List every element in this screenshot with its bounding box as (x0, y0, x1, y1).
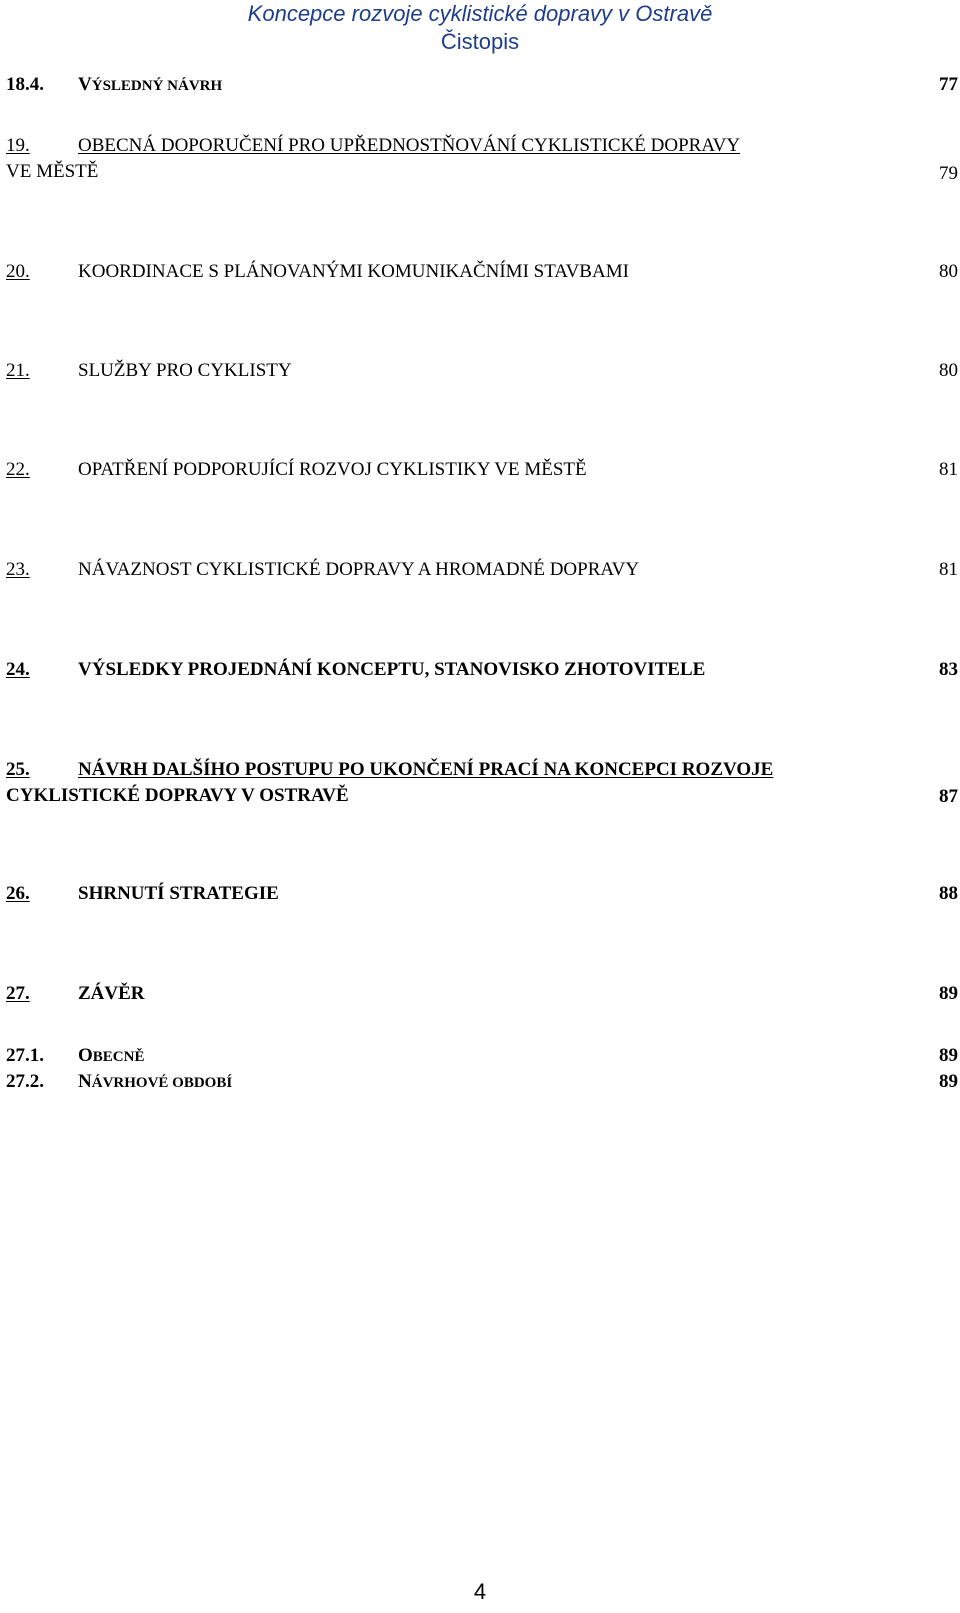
toc-number: 20. (6, 261, 30, 282)
toc-page: 81 (939, 459, 958, 480)
toc-title: NÁVAZNOST CYKLISTICKÉ DOPRAVY A HROMADNÉ DOPRAVY (78, 559, 640, 580)
toc-page: 89 (939, 1045, 958, 1066)
toc-title: OPATŘENÍ PODPORUJÍCÍ ROZVOJ CYKLISTIKY VE MĚSTĚ (78, 459, 587, 480)
toc-number: 21. (6, 360, 30, 381)
toc-entry-24[interactable] (6, 657, 958, 685)
toc-entry-27-1[interactable] (6, 1043, 958, 1069)
toc-title: NÁVRHOVÉ OBDOBÍ (78, 1071, 233, 1092)
toc-number: 27.2. (6, 1071, 44, 1092)
toc-number: 25. (6, 759, 30, 780)
toc-entry-23[interactable] (6, 557, 958, 585)
toc-page: 77 (939, 74, 958, 95)
toc-page: 89 (939, 983, 958, 1004)
toc-page: 83 (939, 659, 958, 680)
toc-entry-21[interactable] (6, 358, 958, 386)
toc-number: 27.1. (6, 1045, 44, 1066)
toc-number: 22. (6, 459, 30, 480)
toc-number: 24. (6, 659, 30, 680)
toc-title-continued: VE MĚSTĚ (6, 161, 99, 182)
toc-page: 80 (939, 261, 958, 282)
toc-title: KOORDINACE S PLÁNOVANÝMI KOMUNIKAČNÍMI STAVBAMI (78, 261, 629, 282)
toc-title: VÝSLEDKY PROJEDNÁNÍ KONCEPTU, STANOVISKO ZHOTOVITELE (78, 659, 706, 680)
toc-entry-25[interactable] (6, 757, 958, 811)
toc-number: 23. (6, 559, 30, 580)
toc-entry-19[interactable] (6, 133, 958, 187)
toc-title: SLUŽBY PRO CYKLISTY (78, 360, 292, 381)
toc-entry-18-4[interactable] (6, 72, 958, 98)
toc-title: OBECNĚ (78, 1045, 145, 1066)
toc-entry-26[interactable] (6, 881, 958, 909)
toc-page: 81 (939, 559, 958, 580)
toc-number: 26. (6, 883, 30, 904)
toc-title-continued: CYKLISTICKÉ DOPRAVY V OSTRAVĚ (6, 785, 349, 806)
toc-page: 80 (939, 360, 958, 381)
document-subtitle: Čistopis (440, 29, 520, 54)
toc-page: 87 (939, 786, 958, 807)
toc-number: 19. (6, 135, 30, 156)
document-title: Koncepce rozvoje cyklistické dopravy v Ostravě (247, 1, 713, 26)
toc-title: VÝSLEDNÝ NÁVRH (78, 74, 223, 95)
toc-entry-27-2[interactable] (6, 1069, 958, 1095)
toc-number: 27. (6, 983, 30, 1004)
running-header (0, 0, 960, 56)
toc-entry-27[interactable] (6, 981, 958, 1009)
toc-title: OBECNÁ DOPORUČENÍ PRO UPŘEDNOSTŇOVÁNÍ CYKLISTICKÉ DOPRAVY (78, 135, 741, 156)
toc-page: 88 (939, 883, 958, 904)
page-number: 4 (473, 1579, 487, 1604)
toc-title: ZÁVĚR (78, 983, 145, 1004)
toc-entry-20[interactable] (6, 259, 958, 287)
toc-page: 79 (939, 163, 958, 184)
toc-title: SHRNUTÍ STRATEGIE (78, 883, 279, 904)
toc-title: NÁVRH DALŠÍHO POSTUPU PO UKONČENÍ PRACÍ NA KONCEPCI ROZVOJE (78, 759, 774, 780)
toc-page: 89 (939, 1071, 958, 1092)
toc-entry-22[interactable] (6, 457, 958, 485)
toc-number: 18.4. (6, 74, 44, 95)
